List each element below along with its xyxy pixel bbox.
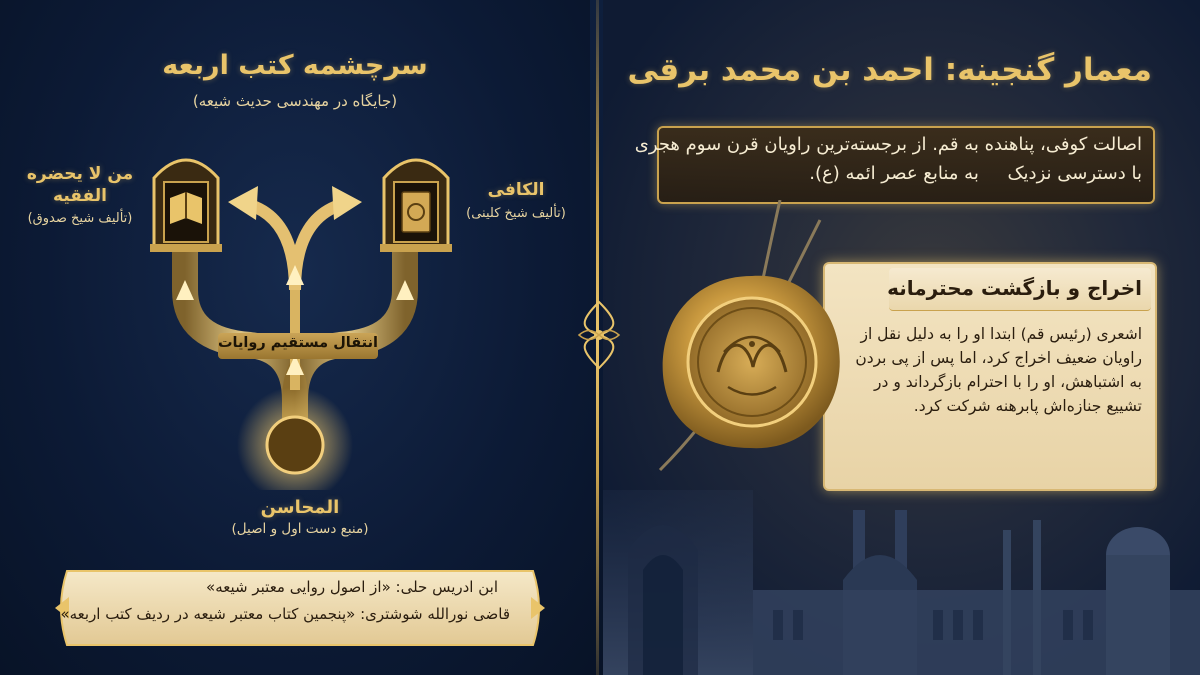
source-desc: (منبع دست اول و اصیل)	[231, 521, 369, 537]
book-niche-left	[150, 148, 222, 252]
intro-line-2: با دسترسی نزدیک به منابع عصر ائمه (ع).	[809, 163, 1142, 184]
book-niche-right	[380, 148, 452, 252]
left-subtitle: (جایگاه در مهندسی حدیث شیعه)	[192, 92, 398, 110]
intro-line-1: اصالت کوفی، پناهنده به قم. از برجسته‌ترین راویان قرن سوم هجری	[634, 134, 1142, 155]
wax-seal-icon	[658, 272, 846, 452]
quran-icon	[402, 192, 430, 232]
book-left-author: (تألیف شیخ صدوق)	[27, 211, 133, 226]
source-title: المحاسن	[260, 497, 340, 518]
expulsion-card-title: اخراج و بازگشت محترمانه	[887, 276, 1142, 300]
arabesque-ornament-icon	[573, 300, 625, 370]
card-line: تشییع جنازه‌اش پابرهنه شرکت کرد.	[913, 397, 1142, 415]
card-line: راویان ضعیف اخراج کرد، اما پس از پی بردن	[855, 349, 1142, 367]
book-left-title-1: من لا یحضره	[26, 164, 134, 184]
quote-1: ابن ادریس حلی: «از اصول روایی معتبر شیعه»	[206, 578, 498, 596]
left-title: سرچشمه کتب اربعه	[162, 50, 428, 81]
book-right-author: (تألیف شیخ کلینی)	[466, 206, 566, 221]
city-skyline-illustration	[603, 470, 1200, 675]
card-line: اشعری (رئیس قم) ابتدا او را به دلیل نقل از	[860, 325, 1142, 343]
quote-2: قاضی نورالله شوشتری: «پنجمین کتاب معتبر شیعه در ردیف کتب اربعه»	[60, 605, 510, 623]
right-title: معمار گنجینه: احمد بن محمد برقی	[627, 52, 1152, 88]
expulsion-card-body	[822, 322, 1142, 418]
book-right-title: الکافی	[487, 180, 545, 200]
card-line: به اشتباهش، او را با احترام بازگرداند و در	[874, 373, 1142, 391]
flow-label: انتقال مستقیم روایات	[217, 335, 378, 351]
book-left-title-2: الفقیه	[53, 186, 107, 206]
